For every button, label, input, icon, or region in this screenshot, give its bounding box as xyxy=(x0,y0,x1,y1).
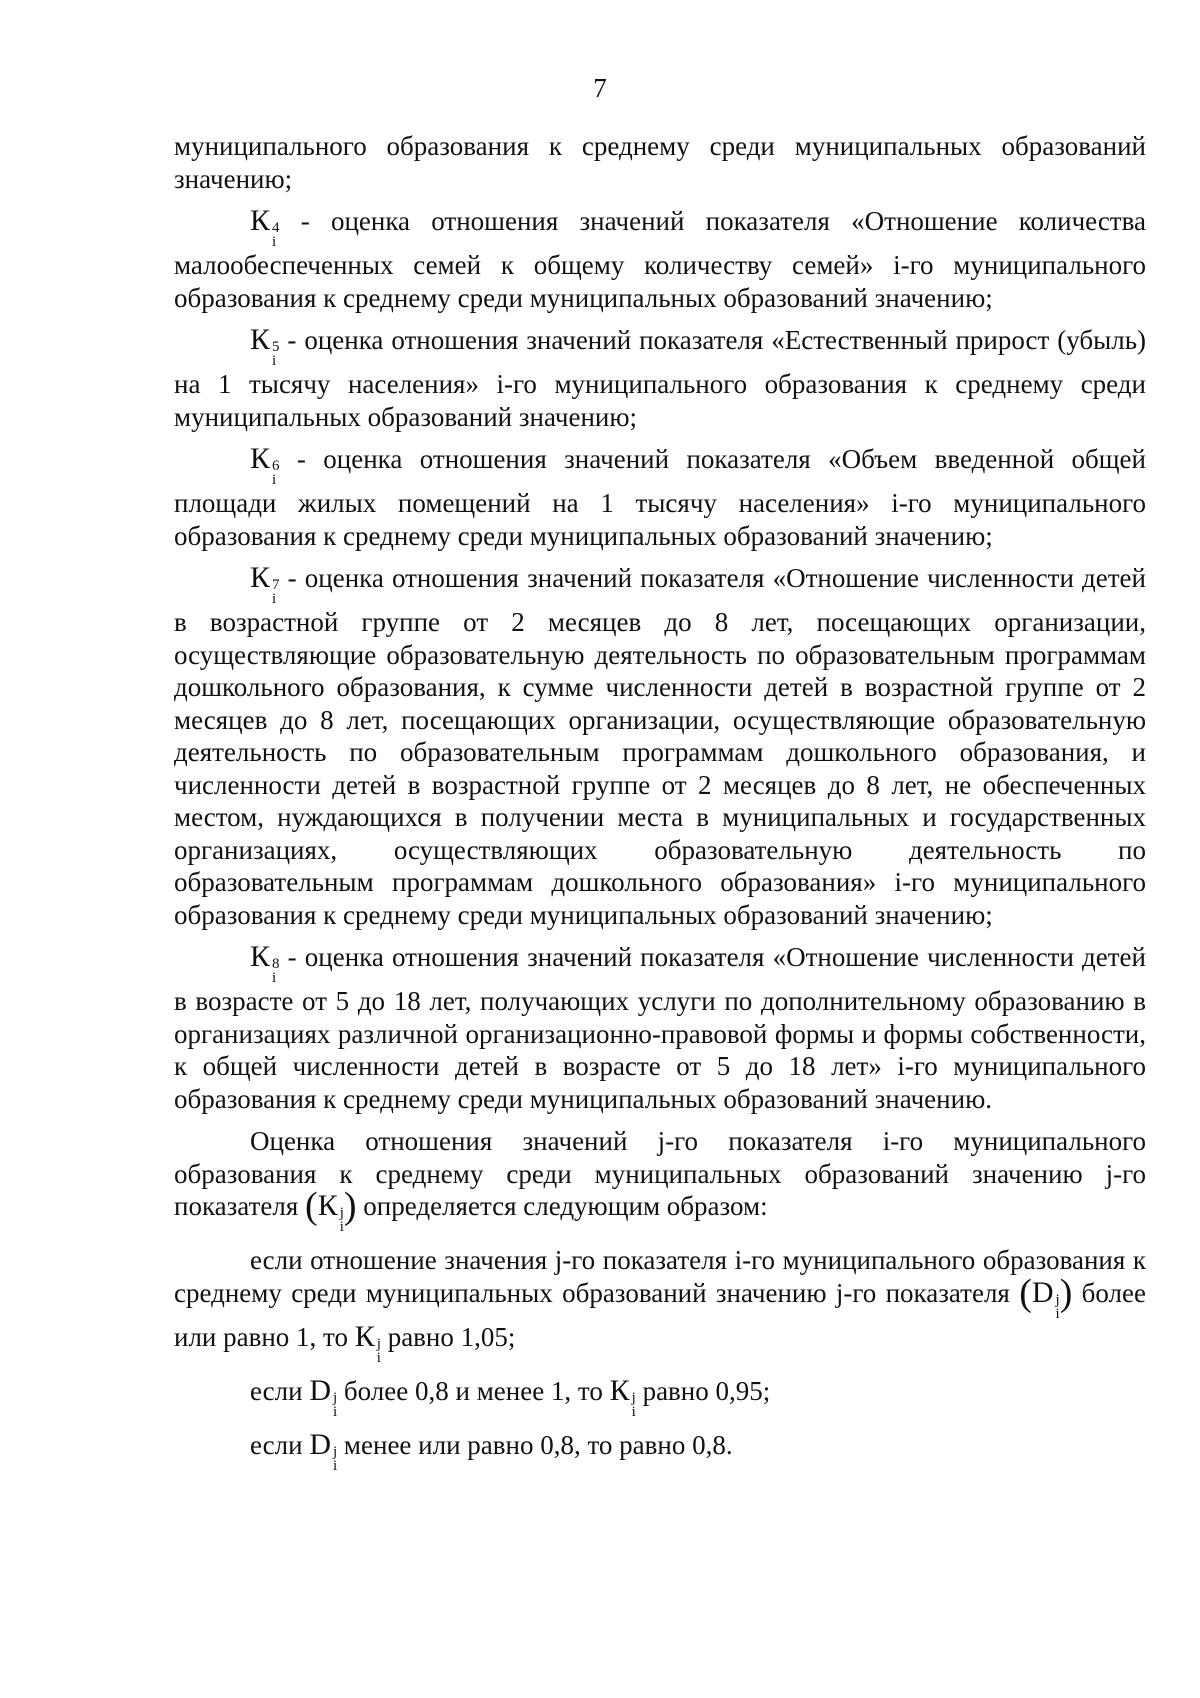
symbol-dij: D j i xyxy=(309,1427,338,1474)
symbol-k7: К 7 i xyxy=(250,561,280,607)
method-paragraph: Оценка отношения значений j-го показателя i-го муниципального образования к среднему среди муниципальных образований значению j-го показателя (К j i ) определяется следующим образом: xyxy=(174,1126,1146,1235)
symbol-kij: К j i xyxy=(354,1319,381,1366)
symbol-kij-parenthesized: (К j i ) xyxy=(305,1185,357,1235)
symbol-dij: D j i xyxy=(309,1373,338,1420)
symbol-k6: К 6 i xyxy=(250,442,280,488)
rule-2: если D j i более 0,8 и менее 1, то К j i равно 0,95; xyxy=(250,1373,771,1420)
rule-1: если отношение значения j-го показателя i-го муниципального образования к среднему среди муниципальных образований значению j-го показателя (D j i ) более или равно 1, то К j i равно 1,05; xyxy=(174,1245,1146,1366)
rule-3: если D j i менее или равно 0,8, то равно 0,8. xyxy=(250,1427,733,1474)
symbol-k4: К 4 i xyxy=(250,204,280,250)
symbol-k8: К 8 i xyxy=(250,940,280,986)
intro-paragraph: муниципального образования к среднему среди муниципальных образований значению; xyxy=(174,131,1146,194)
definition-k6: К 6 i - оценка отношения значений показателя «Объем введенной общей площади жилых помещений на 1 тысячу населения» i-го муниципального образования к среднему среди муниципальных образований значению; xyxy=(174,442,1146,551)
page-number: 7 xyxy=(593,73,607,103)
document-body xyxy=(174,130,1146,1473)
symbol-dij-parenthesized: (D j i ) xyxy=(1019,1271,1073,1322)
symbol-k5: К 5 i xyxy=(250,323,280,369)
definition-k5: К 5 i - оценка отношения значений показателя «Естественный прирост (убыль) на 1 тысячу населения» i-го муниципального образования к среднему среди муниципальных образований значению; xyxy=(174,323,1146,432)
definition-k8: К 8 i - оценка отношения значений показателя «Отношение численности детей в возрасте от 5 до 18 лет, получающих услуги по дополнительному образованию в организациях различной организационно-правовой формы и формы собственности, к общей численности детей в возрасте от 5 до 18 лет» i-го муниципального образования к среднему среди муниципальных образований значению. xyxy=(174,940,1146,1114)
definition-k4: К 4 i - оценка отношения значений показателя «Отношение количества малообеспеченных семей к общему количеству семей» i-го муниципального образования к среднему среди муниципальных образований значению; xyxy=(174,204,1146,313)
symbol-kij: К j i xyxy=(609,1373,636,1420)
definition-k7: К 7 i - оценка отношения значений показателя «Отношение численности детей в возрастной группе от 2 месяцев до 8 лет, посещающих организации, осуществляющие образовательную деятельность по образовательным программам дошкольного образования, к сумме численности детей в возрастной группе от 2 месяцев до 8 лет, посещающих организации, осуществляющие образовательную деятельность по образовательным программам дошкольного образования, и численности детей в возрастной группе от 2 месяцев до 8 лет, не обеспеченных местом, нуждающихся в получении места в муниципальных и государственных организациях, осуществляющих образовательную деятельность по образовательным программам дошкольного образования» i-го муниципального образования к среднему среди муниципальных образований значению; xyxy=(174,561,1146,930)
